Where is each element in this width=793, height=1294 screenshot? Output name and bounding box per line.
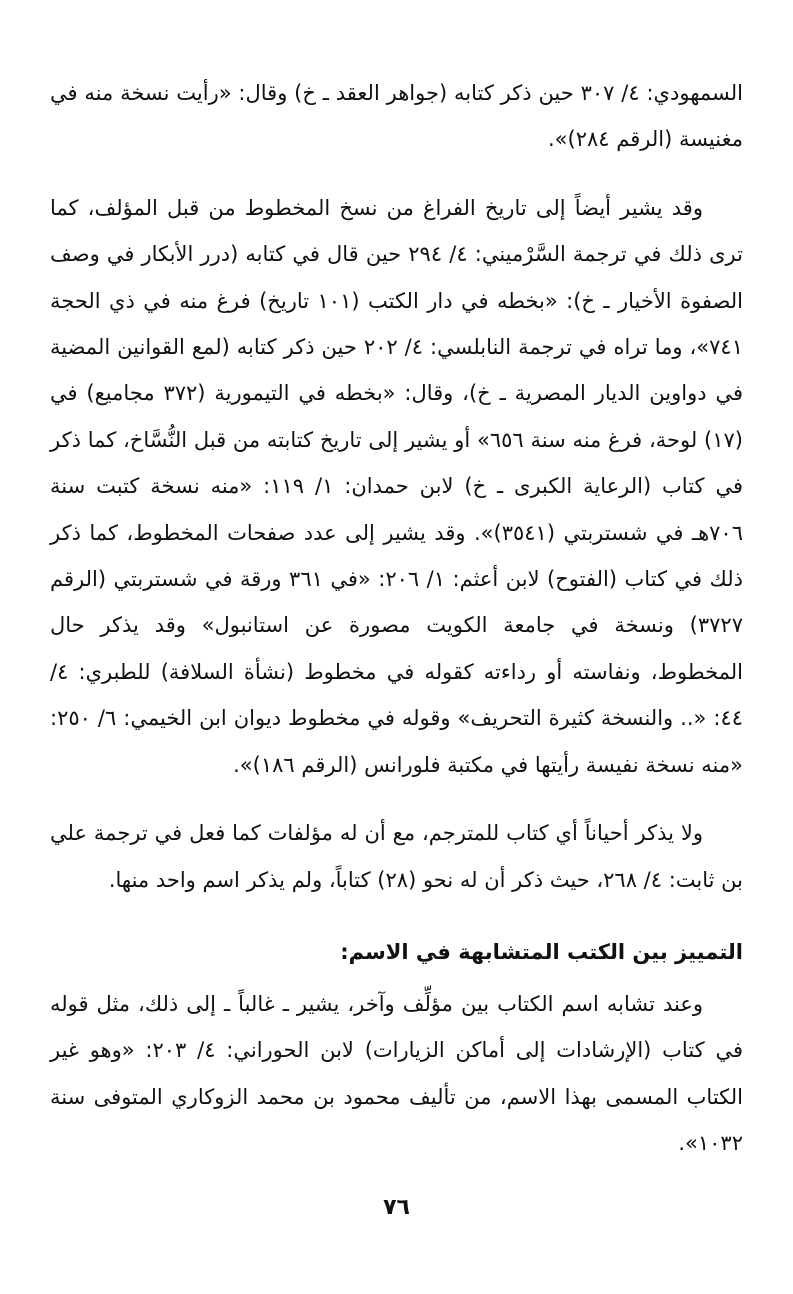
section-heading: التمييز بين الكتب المتشابهة في الاسم: (340, 939, 743, 964)
paragraph-3: ولا يذكر أحياناً أي كتاب للمترجم، مع أن له مؤلفات كما فعل في ترجمة علي بن ثابت: ٤/ ٢٦٨، حيث ذكر أن له نحو (٢٨) كتاباً، ولم يذكر اسم واحد منها. (50, 821, 743, 892)
paragraph-4: وعند تشابه اسم الكتاب بين مؤلِّف وآخر، يشير ـ غالباً ـ إلى ذلك، مثل قوله في كتاب (الإرشادات إلى أماكن الزيارات) لابن الحوراني: ٤/ ٢٠٣: «وهو غير الكتاب المسمى بهذا الاسم، من تأليف محمود بن محمد الزوكاري المتوفى سنة ١٠٣٢». (50, 991, 743, 1156)
paragraph-1: السمهودي: ٤/ ٣٠٧ حين ذكر كتابه (جواهر العقد ـ خ) وقال: «رأيت نسخة منه في مغنيسة (الرقم ٢٨٤)». (50, 81, 743, 152)
document-page (50, 70, 743, 1234)
page-number: ٧٦ (383, 1195, 410, 1220)
paragraph-2: وقد يشير أيضاً إلى تاريخ الفراغ من نسخ المخطوط من قبل المؤلف، كما ترى ذلك في ترجمة السَّرْميني: ٤/ ٢٩٤ حين قال في كتابه (درر الأبكار في وصف الصفوة الأخيار ـ خ): «بخطه في دار الكتب (١٠١ تاريخ) فرغ منه في ذي الحجة ٧٤١»، وما تراه في ترجمة النابلسي: ٤/ ٢٠٢ حين ذكر كتابه (لمع القوانين المضية في دواوين الديار المصرية ـ خ)، وقال: «بخطه في التيمورية (٣٧٢ مجاميع) في (١٧) لوحة، فرغ منه سنة ٦٥٦» أو يشير إلى تاريخ كتابته من قبل النُّسَّاخ، كما ذكر في كتاب (الرعاية الكبرى ـ خ) لابن حمدان: ١/ ١١٩: «منه نسخة كتبت سنة ٧٠٦هـ في شستربتي (٣٥٤١)». وقد يشير إلى عدد صفحات المخطوط، كما ذكر ذلك في كتاب (الفتوح) لابن أعثم: ١/ ٢٠٦: «في ٣٦١ ورقة في شستربتي (الرقم ٣٧٢٧) ونسخة في جامعة الكويت مصورة عن استانبول» وقد يذكر حال المخطوط، ونفاسته أو رداءته كقوله في مخطوط (نشأة السلافة) للطبري: ٤/ ٤٤: «.. والنسخة كثيرة التحريف» وقوله في مخطوط ديوان ابن الخيمي: ٦/ ٢٥٠: «منه نسخة نفيسة رأيتها في مكتبة فلورانس (الرقم ١٨٦)». (50, 195, 743, 777)
